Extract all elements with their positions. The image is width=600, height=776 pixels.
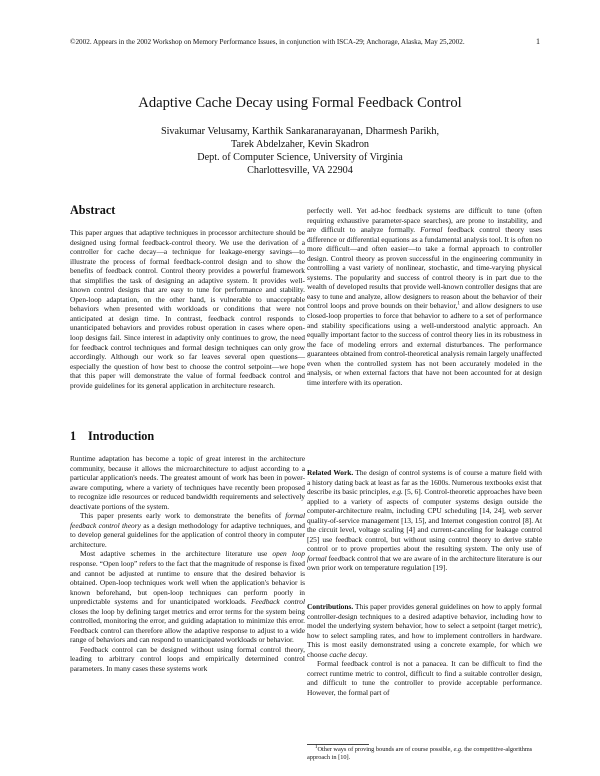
abstract-heading: Abstract bbox=[70, 203, 116, 217]
paper-title: Adaptive Cache Decay using Formal Feedback Control bbox=[138, 95, 462, 111]
intro-heading bbox=[70, 429, 305, 443]
footnote-text-a: Other ways of proving bounds are of course possible, bbox=[317, 746, 454, 753]
intro-p2-emphasis: formal feedback control theory bbox=[70, 511, 305, 530]
rc-p1-text-c: and allow designers to use closed-loop properties to force that behavior to adhere to a set of performance and stability specifications using a well-understood analytic approach. An equally important factor to the success of control theory lies in its robustness in the face of modeling errors and external disturbances. The performance guarantees obtained from control-theoretical analysis remain largely unaffected even when the controlled system has not been accurately modeled in the analysis, or when external factors that have not been accounted for at design time interfere with its operation. bbox=[307, 301, 543, 387]
related-emphasis: formal bbox=[307, 553, 327, 563]
related-text-b: [5, 6]. Control-theoretic approaches have been applied to a variety of aspects of computer systems design outside the computer-architecture realm, including CPU scheduling [14, 24], web server quality-of-service management [13, 15], and Internet congestion control [8]. At the circuit level, voltage scaling [4] and current-canceling for leakage control [25] use feedback control, but without using control theory to derive stable control or to prove properties about the resulting system. The only use of bbox=[307, 487, 542, 554]
rc-p1-text-b: feedback control theory uses difference or differential equations as a fundamental analysis tool. It is often no more difficult—and often easier—to take a formal approach to controller design. Control theory as proven successful in the engineering community in controlling a vast variety of nonlinear, stochastic, and time-varying physical systems. The popularity and success of control theory is in part due to the wealth of developed results that provide well-known controller designs that are easy to tune and analyze, allow designers to reason about the behavior of their control loops and prove bounds on their behavior, bbox=[307, 225, 542, 311]
abstract-section bbox=[70, 228, 305, 390]
intro-p3-text-c: closes the loop by defining target metrics and error terms for the system being controlled, monitoring the error, and guiding adaptation to minimize this error. Feedback control can therefore allow the adaptive response to adjust to a wide range of behaviors and can respond to unanticipated workloads or behavior. bbox=[70, 606, 305, 645]
copyright-notice: ©2002. Appears in the 2002 Workshop on Memory Performance Issues, in conjunction with ISCA-29; Anchorage, Alaska, May 25,2002. bbox=[70, 38, 465, 46]
intro-p3-text-a: Most adaptive schemes in the architecture literature use bbox=[80, 549, 273, 559]
right-paragraph-1 bbox=[307, 206, 542, 387]
rc-p1-text-a: perfectly well. Yet ad-hoc feedback systems are difficult to tune (often requiring exhaustive parameter-space searches), are prone to instability, and are difficult to analyze formally. bbox=[307, 206, 542, 235]
right-paragraph-last: Formal feedback control is not a panacea. It can be difficult to find the correct runtime metric to control, difficult to find a suitable controller design, and difficult to tune the controller to provide acceptable performance. However, the formal part of bbox=[307, 659, 542, 697]
intro-heading-wrap bbox=[70, 429, 305, 443]
contrib-text-b: . bbox=[365, 649, 368, 659]
authors-line-1: Sivakumar Velusamy, Karthik Sankaranarayanan, Dharmesh Parikh, bbox=[160, 126, 440, 137]
right-column bbox=[307, 206, 542, 387]
footnote-text-b: the competitive-algorithms approach in [10]. bbox=[307, 746, 533, 761]
intro-paragraph-3 bbox=[70, 549, 305, 644]
abstract-heading-wrap bbox=[70, 203, 305, 217]
intro-p2-text-b: as a design methodology for adaptive techniques, and to develop general guidelines for the application of control theory in computer architecture. bbox=[70, 520, 305, 549]
page-number: 1 bbox=[536, 37, 540, 46]
abstract-text: This paper argues that adaptive techniques in processor architecture should be designed using formal feedback-control theory. We use the derivation of a controller for cache decay—a technique for leakage-energy savings—to illustrate the process of formal feedback-control design and to show the benefits of feedback control. Control theory provides a powerful framework that simplifies the task of designing an adaptive system. It provides well-known control designs that are easy to tune for performance and stability. Open-loop adaptation, on the other hand, is vulnerable to unacceptable behaviors when presented with workloads or conditions that were not anticipated at design time. In contrast, feedback control responds to unanticipated behaviors and provides robust operation in cases where open-loop designs fail. Since interest in adaptivity only continues to grow, the need for feedback control techniques and formal design techniques can only grow accordingly. Although our work so far leaves several open questions—especially the question of how best to choose the control setpoint—we hope that this paper will demonstrate the value of formal feedback control and provide guidelines for its general application in architecture research. bbox=[70, 228, 305, 390]
intro-title: Introduction bbox=[88, 429, 155, 443]
related-work-section bbox=[307, 468, 542, 573]
intro-paragraph-2 bbox=[70, 511, 305, 549]
rc-p1-emphasis: Formal bbox=[420, 225, 443, 235]
related-eg: e.g. bbox=[392, 487, 403, 497]
intro-paragraph-4: Feedback control can be designed without using formal control theory, leading to arbitrary control loops and empirically determined control parameters. In many cases these systems work bbox=[70, 644, 305, 674]
related-work-heading: Related Work. bbox=[307, 468, 354, 477]
contributions-section bbox=[307, 602, 542, 697]
footnote-eg: e.g. bbox=[453, 746, 463, 753]
related-work-paragraph bbox=[307, 468, 542, 573]
footnote-marker: 1 bbox=[457, 302, 460, 307]
intro-paragraph-1: Runtime adaptation has become a topic of great interest in the architecture community, because it allows the microarchitecture to adjust according to a particular application's needs. The greatest amount of work has been in power-aware computing, where a variety of techniques have recently been proposed to recognize idle resources or reduced bandwidth requirements and selectively deactivate portions of the system. bbox=[70, 454, 305, 511]
affiliation: Dept. of Computer Science, University of Virginia bbox=[197, 152, 403, 163]
intro-p3-text-b: response. “Open loop” refers to the fact that the magnitude of response is fixed and cannot be adjusted at runtime to ensure that the desired behavior is obtained. Open-loop techniques work well when the application's behavior is known beforehand, but open-loop techniques can perform poorly in unpredictable systems and for unanticipated workloads. bbox=[70, 559, 305, 607]
related-text-c: feedback control that we are aware of in the architecture literature is our own prior work on temperature regulation [19]. bbox=[307, 553, 542, 573]
intro-section bbox=[70, 454, 305, 674]
contributions-heading: Contributions. bbox=[307, 602, 354, 611]
author-block bbox=[0, 125, 600, 177]
contributions-paragraph bbox=[307, 602, 542, 659]
footnote-number: 1 bbox=[315, 744, 318, 750]
intro-p3-emphasis-2: Feedback control bbox=[250, 597, 305, 607]
intro-p2-text-a: This paper presents early work to demonstrate the benefits of bbox=[80, 511, 286, 521]
intro-number: 1 bbox=[70, 429, 77, 443]
footnote bbox=[307, 746, 542, 762]
authors-line-2: Tarek Abdelzaher, Kevin Skadron bbox=[230, 139, 370, 150]
related-text-a: The design of control systems is of course a mature field with a history dating back at least as far as the 1600s. Numerous textbooks exist that describe its basic principles, bbox=[307, 468, 542, 497]
contrib-text-a: This paper provides general guidelines on how to apply formal controller-design techniques to a desired adaptive behavior, including how to model the underlying system behavior, how to select a setpoint (target metric), how to select sampling rates, and how to implement controllers in hardware. This is most easily demonstrated using a concrete example, for which we choose bbox=[307, 602, 542, 659]
footnote-text bbox=[307, 746, 542, 762]
intro-p3-emphasis-1: open loop bbox=[272, 549, 305, 559]
location: Charlottesville, VA 22904 bbox=[247, 165, 353, 176]
contrib-emphasis: cache decay bbox=[329, 649, 366, 659]
